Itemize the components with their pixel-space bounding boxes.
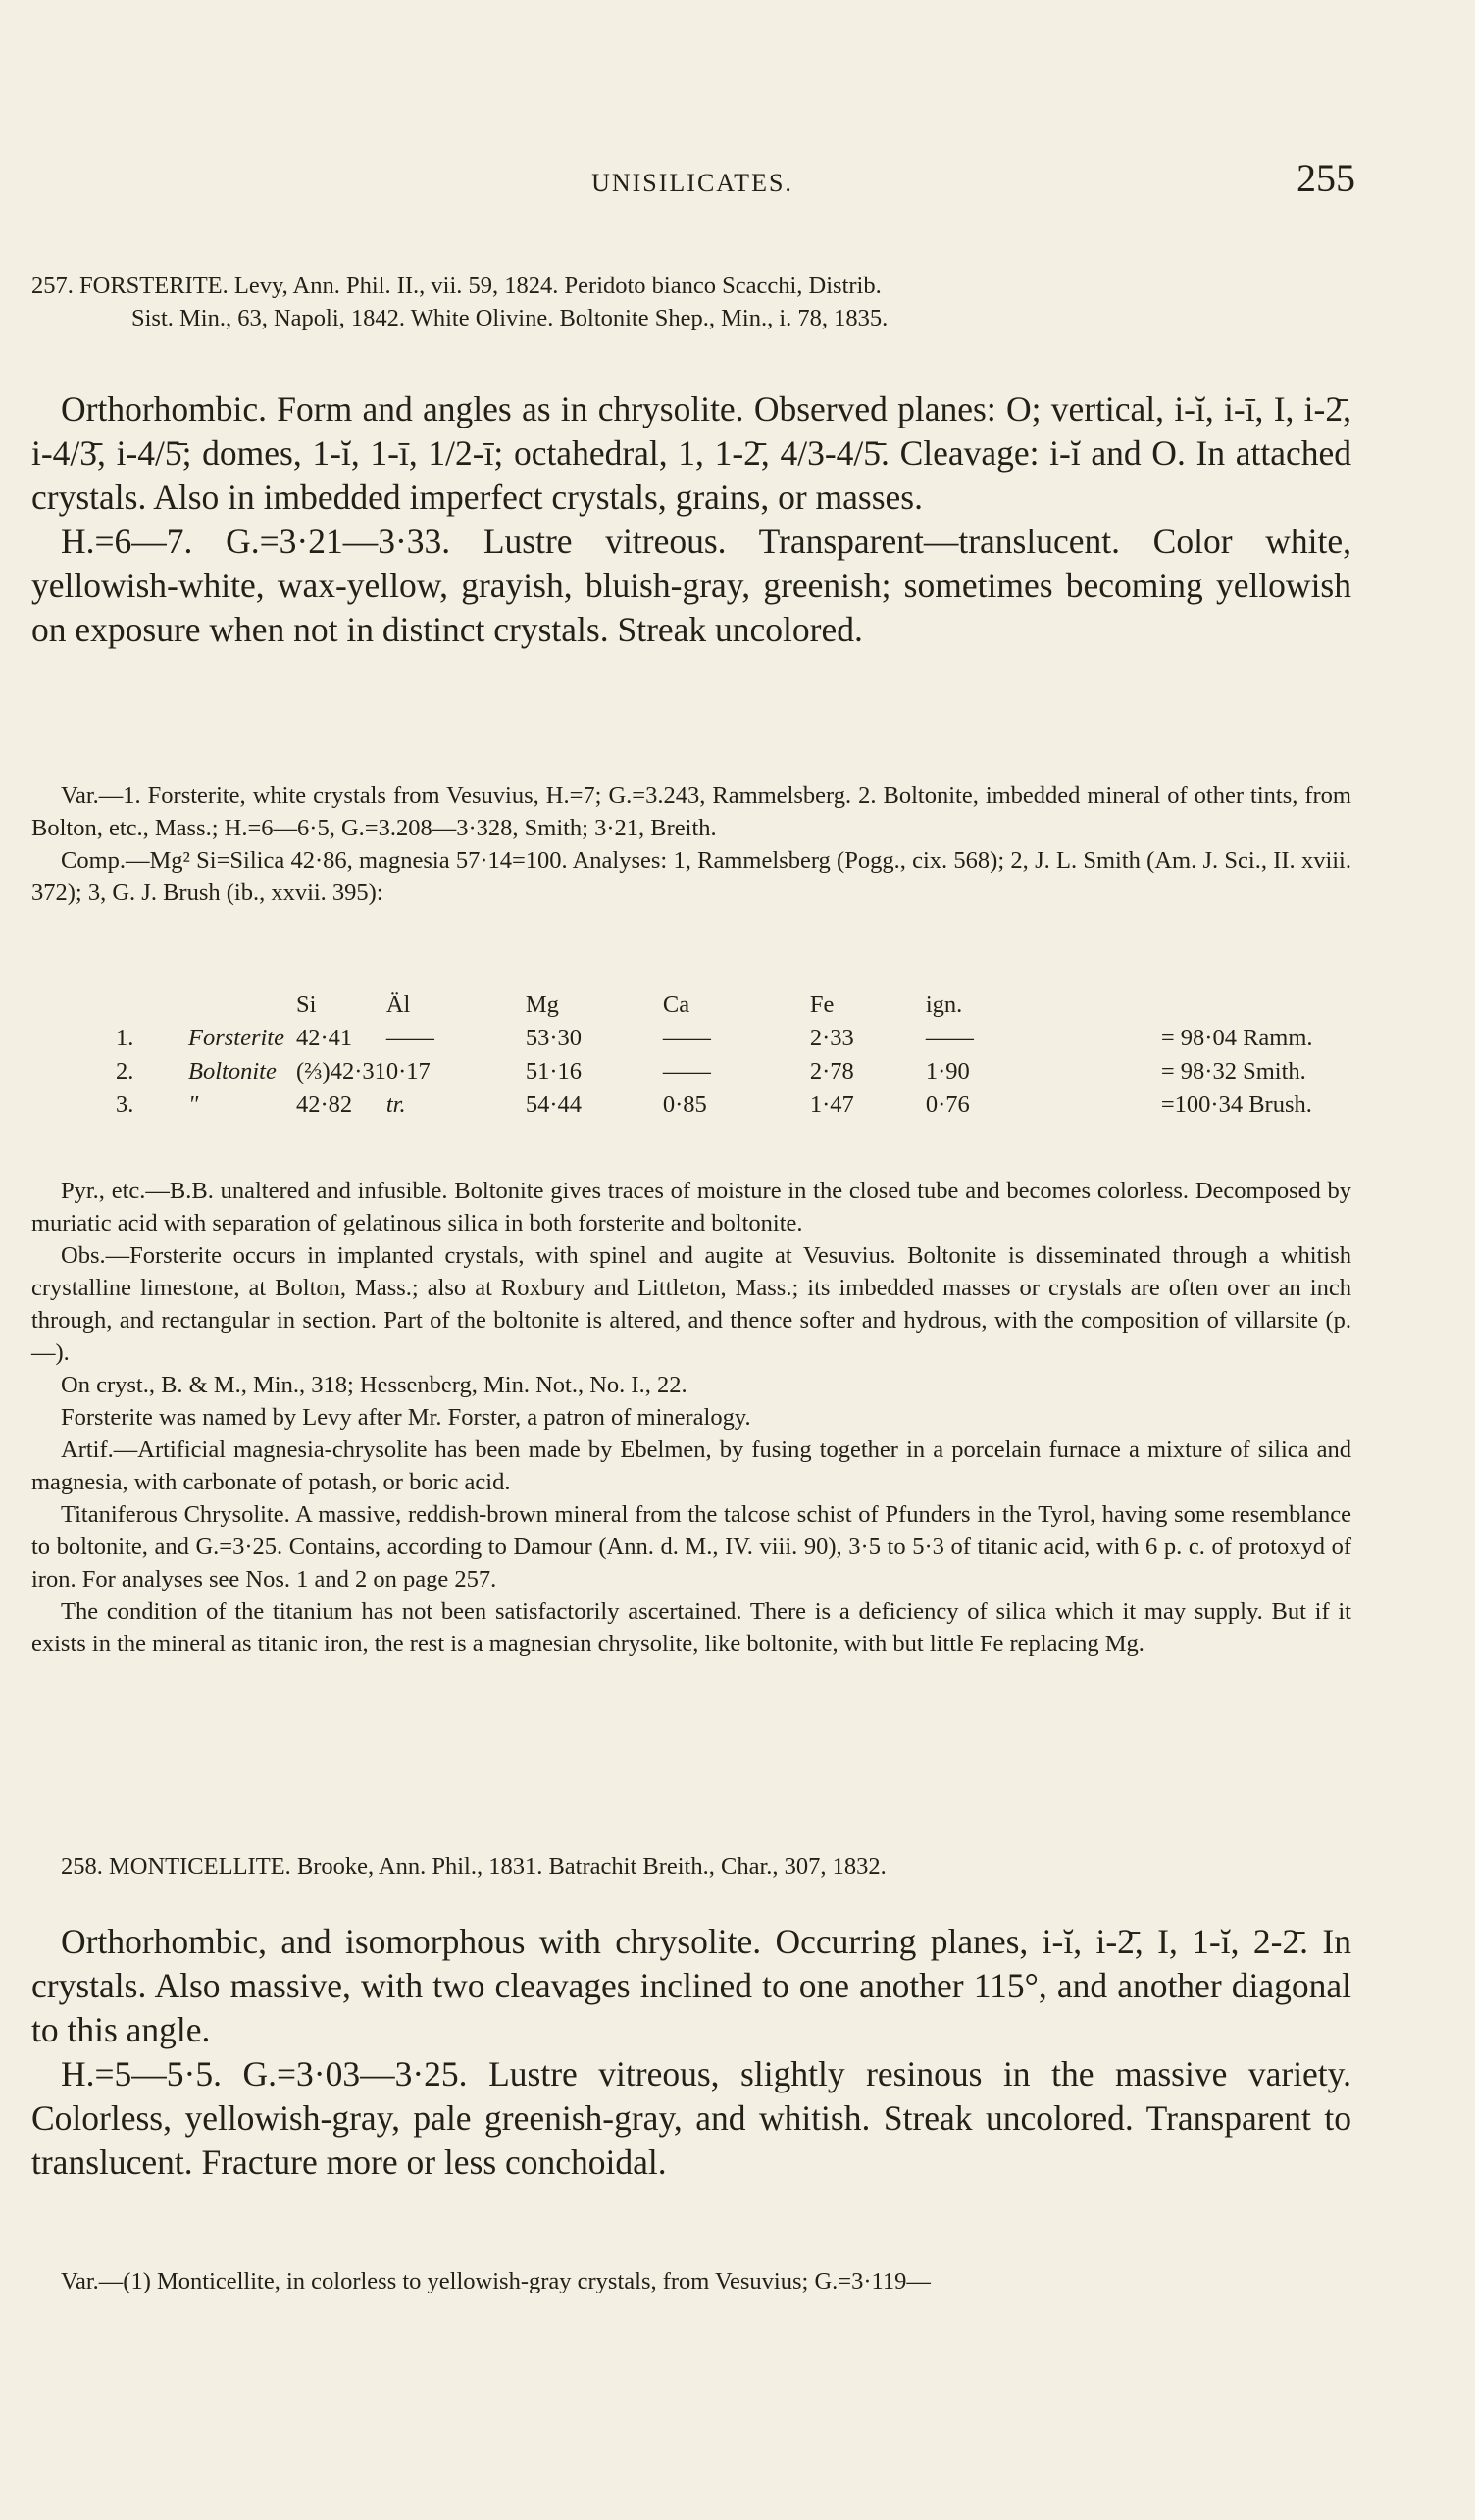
header-ign: ign. [925,991,963,1018]
analysis-table [116,988,1313,1122]
row-ca: 0·85 [662,1091,707,1118]
row-ign: 0·76 [925,1091,970,1118]
monticellite-description-1: Orthorhombic, and isomorphous with chrysolite. Occurring planes, i-ĭ, i-2̄, I, 1-ĭ, 2-2̄. In crystals. Also massive, with two cleavages inclined to one another 115°, and another diagonal to this angle. [31,1922,1351,2049]
row-ign: —— [925,1025,974,1051]
table-row [116,1022,1313,1055]
row-total: =100·34 Brush. [1160,1091,1312,1118]
monticellite-var [31,2265,1351,2297]
forsterite-title-line-1: 257. FORSTERITE. Levy, Ann. Phil. II., vii. 59, 1824. Peridoto bianco Scacchi, Distrib. [31,273,882,299]
row-number: 2. [116,1058,134,1084]
row-ca: —— [662,1058,711,1084]
forsterite-naming: Forsterite was named by Levy after Mr. Forster, a patron of mineralogy. [61,1404,751,1431]
row-fe: 1·47 [809,1091,854,1118]
forsterite-condition: The condition of the titanium has not been satisfactorily ascertained. There is a deficiency of silica which it may supply. But if it exists in the mineral as titanic iron, the rest is a magnesian chrysolite, like boltonite, with but little Fe replacing Mg. [31,1598,1351,1657]
page-number: 255 [1297,156,1355,200]
row-si: 42·41 [296,1025,353,1051]
forsterite-artificial: Artif.—Artificial magnesia-chrysolite has been made by Ebelmen, by fusing together in a porcelain furnace a mixture of silica and magnesia, with carbonate of potash, or boric acid. [31,1436,1351,1495]
row-total: = 98·32 Smith. [1160,1058,1306,1084]
row-name: Forsterite [188,1025,284,1051]
forsterite-description-1: Orthorhombic. Form and angles as in chrysolite. Observed planes: O; vertical, i-ĭ, i-ī, I, i-2̄, i-4/3̄, i-4/5̄; domes, 1-ĭ, 1-ī, 1/2-ī; octahedral, 1, 1-2̄, 4/3-4/5̄. Cleavage: i-ĭ and O. In attached crystals. Also in imbedded imperfect crystals, grains, or masses. [31,389,1351,517]
forsterite-description [31,387,1351,652]
table-row [116,1088,1313,1122]
monticellite-title [31,1850,1351,1883]
row-si: (⅔)42·31 [296,1058,386,1084]
running-head: UNISILICATES. [591,169,793,197]
row-ign: 1·90 [925,1058,970,1084]
row-name: Boltonite [188,1058,277,1084]
forsterite-notes [31,1175,1351,1660]
forsterite-description-2: H.=6—7. G.=3·21—3·33. Lustre vitreous. Transparent—translucent. Color white, yellowish-white, wax-yellow, grayish, bluish-gray, greenish; sometimes becoming yellowish on exposure when not in distinct crystals. Streak uncolored. [31,522,1351,649]
monticellite-varieties: Var.—(1) Monticellite, in colorless to yellowish-gray crystals, from Vesuvius; G.=3·119— [61,2268,931,2294]
page-header [29,155,1355,204]
row-name: " [188,1091,199,1118]
header-si: Si [296,991,317,1018]
forsterite-title-line-2: Sist. Min., 63, Napoli, 1842. White Olivine. Boltonite Shep., Min., i. 78, 1835. [131,305,889,331]
analysis-header-row [116,988,1313,1022]
row-al: 0·17 [385,1058,431,1084]
forsterite-titaniferous: Titaniferous Chrysolite. A massive, reddish-brown mineral from the talcose schist of Pfunders in the Tyrol, having some resemblance to boltonite, and G.=3·25. Contains, according to Damour (Ann. d. M., IV. viii. 90), 3·5 to 5·3 of titanic acid, with 6 p. c. of protoxyd of iron. For analyses see Nos. 1 and 2 on page 257. [31,1501,1351,1592]
header-ca: Ca [662,991,690,1018]
row-number: 1. [116,1025,134,1051]
header-al: Äl [385,991,411,1018]
forsterite-title [31,270,1351,334]
row-fe: 2·33 [809,1025,854,1051]
row-total: = 98·04 Ramm. [1160,1025,1313,1051]
row-al: —— [385,1025,434,1051]
row-fe: 2·78 [809,1058,854,1084]
row-mg: 51·16 [525,1058,583,1084]
forsterite-observations: Obs.—Forsterite occurs in implanted crystals, with spinel and augite at Vesuvius. Boltonite is disseminated through a whitish crystalline limestone, at Bolton, Mass.; also at Roxbury and Littleton, Mass.; its imbedded masses or crystals are often over an inch through, and rectangular in section. Part of the boltonite is altered, and thence softer and hydrous, with the composition of villarsite (p.—). [31,1242,1351,1366]
monticellite-description-2: H.=5—5·5. G.=3·03—3·25. Lustre vitreous, slightly resinous in the massive variety. Colorless, yellowish-gray, pale greenish-gray, and whitish. Streak uncolored. Transparent to translucent. Fracture more or less conchoidal. [31,2054,1351,2182]
row-number: 3. [116,1091,134,1118]
header-fe: Fe [809,991,835,1018]
forsterite-pyrognostics: Pyr., etc.—B.B. unaltered and infusible. Boltonite gives traces of moisture in the closed tube and becomes colorless. Decomposed by muriatic acid with separation of gelatinous silica in both forsterite and boltonite. [31,1178,1351,1236]
forsterite-varieties: Var.—1. Forsterite, white crystals from Vesuvius, H.=7; G.=3.243, Rammelsberg. 2. Boltonite, imbedded mineral of other tints, from Bolton, etc., Mass.; H.=6—6·5, G.=3.208—3·328, Smith; 3·21, Breith. [31,782,1351,841]
forsterite-composition: Comp.—Mg² Si=Silica 42·86, magnesia 57·14=100. Analyses: 1, Rammelsberg (Pogg., cix. 568); 2, J. L. Smith (Am. J. Sci., II. xviii. 372); 3, G. J. Brush (ib., xxvii. 395): [31,847,1351,906]
forsterite-var-comp [31,780,1351,909]
row-ca: —— [662,1025,711,1051]
header-mg: Mg [525,991,559,1018]
forsterite-on-crystals: On cryst., B. & M., Min., 318; Hessenberg, Min. Not., No. I., 22. [61,1372,687,1398]
row-mg: 53·30 [525,1025,583,1051]
monticellite-title-line: 258. MONTICELLITE. Brooke, Ann. Phil., 1831. Batrachit Breith., Char., 307, 1832. [61,1853,887,1880]
table-row [116,1055,1313,1088]
row-si: 42·82 [296,1091,353,1118]
row-al: tr. [385,1091,406,1118]
monticellite-description [31,1920,1351,2185]
row-mg: 54·44 [525,1091,583,1118]
